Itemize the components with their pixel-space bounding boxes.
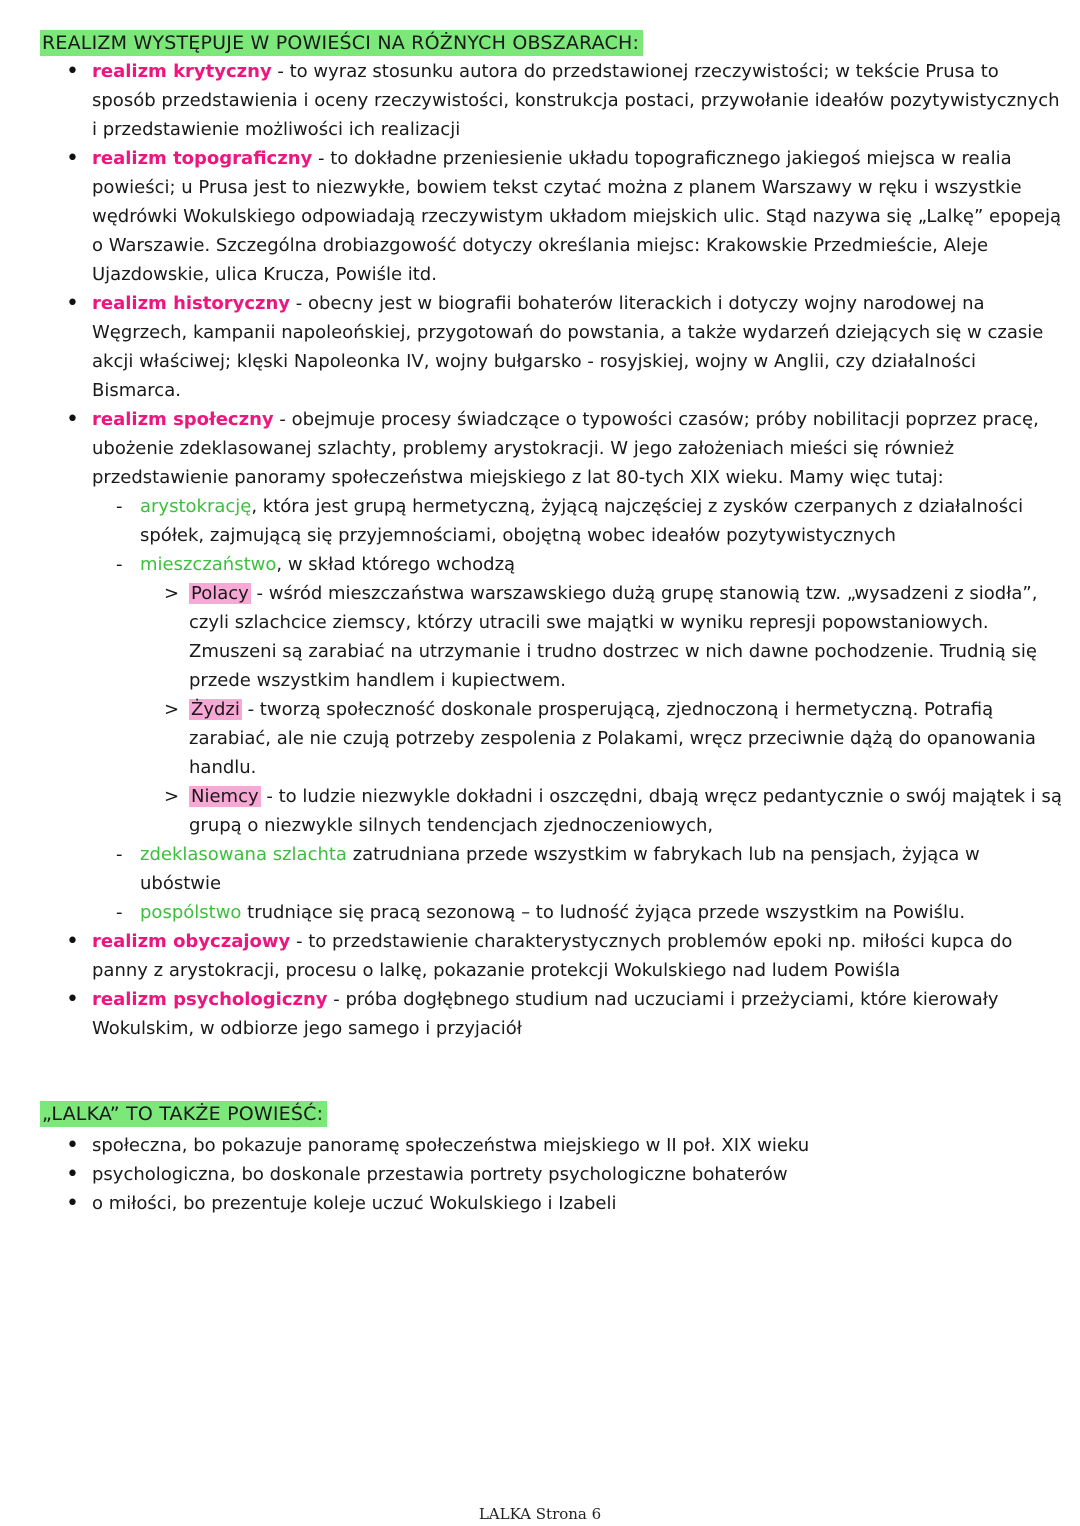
term-realism-topographic: realizm topograficzny — [92, 148, 313, 169]
term-realism-social: realizm społeczny — [92, 409, 274, 430]
description: - obejmuje procesy świadczące o typowości czasów; próby nobilitacji poprzez pracę, ubożenie zdeklasowanej szlachty, problemy arystokracji. W jego założeniach mieści się również przedstawienie panoramy społeczeństwa miejskiego z lat 80-tych XIX wieku. Mamy więc tutaj: — [92, 409, 1039, 488]
novel-types-list — [62, 1131, 1062, 1218]
description: , która jest grupą hermetyczną, żyjącą najczęściej z zysków czerpanych z działalności spółek, zajmującą się przyjemnościami, obojętną wobec ideałów pozytywistycznych — [140, 496, 1024, 546]
description: , w skład którego wchodzą — [276, 554, 516, 575]
description: - to dokładne przeniesienie układu topograficznego jakiegoś miejsca w realia powieści; u Prusa jest to niezwykłe, bowiem tekst czytać można z planem Warszawy w ręku i wszystkie wędrówki Wokulskiego odpowiadają rzeczywistym układom miejskich ulic. Stąd nazywa się „Lalkę” epopeją o Warszawie. Szczególna drobiazgowość dotyczy określania miejsc: Krakowskie Przedmieście, Aleje Ujazdowskie, ulica Krucza, Powiśle itd. — [92, 148, 1062, 285]
list-item-novel-social: • społeczna, bo pokazuje panoramę społeczeństwa miejskiego w II poł. XIX wieku — [62, 1131, 1062, 1160]
description: - to wyraz stosunku autora do przedstawionej rzeczywistości; w tekście Prusa to sposób przedstawienia i oceny rzeczywistości, konstrukcja postaci, przywołanie ideałów pozytywistycznych i przedstawienie możliwości ich realizacji — [92, 61, 1060, 140]
social-groups-list — [92, 492, 1062, 927]
list-item-realism-critical — [62, 57, 1062, 144]
bourgeoisie-groups-list — [140, 579, 1062, 840]
term-bourgeoisie: mieszczaństwo — [140, 554, 277, 575]
term-rabble: pospólstwo — [140, 902, 242, 923]
description: - tworzą społeczność doskonale prosperującą, zjednoczoną i hermetyczną. Potrafią zarabiać, ale nie czują potrzeby zespolenia z Polakami, wręcz przeciwnie dążą do opanowania handlu. — [189, 699, 1036, 778]
list-item-realism-historical — [62, 289, 1062, 405]
list-item-novel-psychological: • psychologiczna, bo doskonale przestawia portrety psychologiczne bohaterów — [62, 1160, 1062, 1189]
description: trudniące się pracą sezonową – to ludność żyjąca przede wszystkim na Powiślu. — [241, 902, 966, 923]
list-item-germans — [158, 782, 1062, 840]
term-jews: Żydzi — [191, 699, 240, 720]
term-realism-historical: realizm historyczny — [92, 293, 291, 314]
description: zatrudniana przede wszystkim w fabrykach lub na pensjach, żyjąca w ubóstwie — [140, 844, 980, 894]
term-realism-customs: realizm obyczajowy — [92, 931, 291, 952]
realism-list — [62, 57, 1062, 1043]
list-item-novel-love: • o miłości, bo prezentuje koleje uczuć Wokulskiego i Izabeli — [62, 1189, 1062, 1218]
list-item-realism-social — [62, 405, 1062, 927]
description: - próba dogłębnego studium nad uczuciami i przeżyciami, które kierowały Wokulskim, w odbiorze jego samego i przyjaciół — [92, 989, 999, 1039]
list-item-bourgeoisie — [110, 550, 1062, 840]
term-realism-psychological: realizm psychologiczny — [92, 989, 328, 1010]
term-realism-critical: realizm krytyczny — [92, 61, 272, 82]
description: - to ludzie niezwykle dokładni i oszczędni, dbają wręcz pedantycznie o swój majątek i są grupą o niezwykle silnych tendencjach zjednoczeniowych, — [189, 786, 1062, 836]
list-item-realism-psychological — [62, 985, 1062, 1043]
term-germans: Niemcy — [191, 786, 259, 807]
list-item-rabble — [110, 898, 1062, 927]
term-aristocracy: arystokrację — [140, 496, 252, 517]
page-footer: LALKA Strona 6 — [478, 1505, 602, 1523]
term-poles: Polacy — [191, 583, 249, 604]
description: - to przedstawienie charakterystycznych problemów epoki np. miłości kupca do panny z arystokracji, procesu o lalkę, pokazanie protekcji Wokulskiego nad ludem Powiśla — [92, 931, 1013, 981]
list-item-realism-customs — [62, 927, 1062, 985]
list-item-jews — [158, 695, 1062, 782]
section-heading-novel: „LALKA” TO TAKŻE POWIEŚĆ: — [40, 1101, 327, 1127]
list-item-aristocracy — [110, 492, 1062, 550]
description: - wśród mieszczaństwa warszawskiego dużą grupę stanowią tzw. „wysadzeni z siodła”, czyli szlachcice ziemscy, którzy utracili swe majątki w wyniku represji popowstaniowych. Zmuszeni są zarabiać na utrzymanie i trudno dostrzec w nich dawne pochodzenie. Trudnią się przede wszystkim handlem i kupiectwem. — [189, 583, 1038, 691]
section-heading-realism: REALIZM WYSTĘPUJE W POWIEŚCI NA RÓŻNYCH OBSZARACH: — [40, 30, 643, 56]
list-item-poles — [158, 579, 1062, 695]
list-item-declassed-nobility — [110, 840, 1062, 898]
term-declassed-nobility: zdeklasowana szlachta — [140, 844, 347, 865]
description: - obecny jest w biografii bohaterów literackich i dotyczy wojny narodowej na Węgrzech, kampanii napoleońskiej, przygotowań do powstania, a także wydarzeń dziejących się w czasie akcji właściwej; klęski Napoleonka IV, wojny bułgarsko - rosyjskiej, wojny w Anglii, czy działalności Bismarca. — [92, 293, 1044, 401]
list-item-realism-topographic — [62, 144, 1062, 289]
